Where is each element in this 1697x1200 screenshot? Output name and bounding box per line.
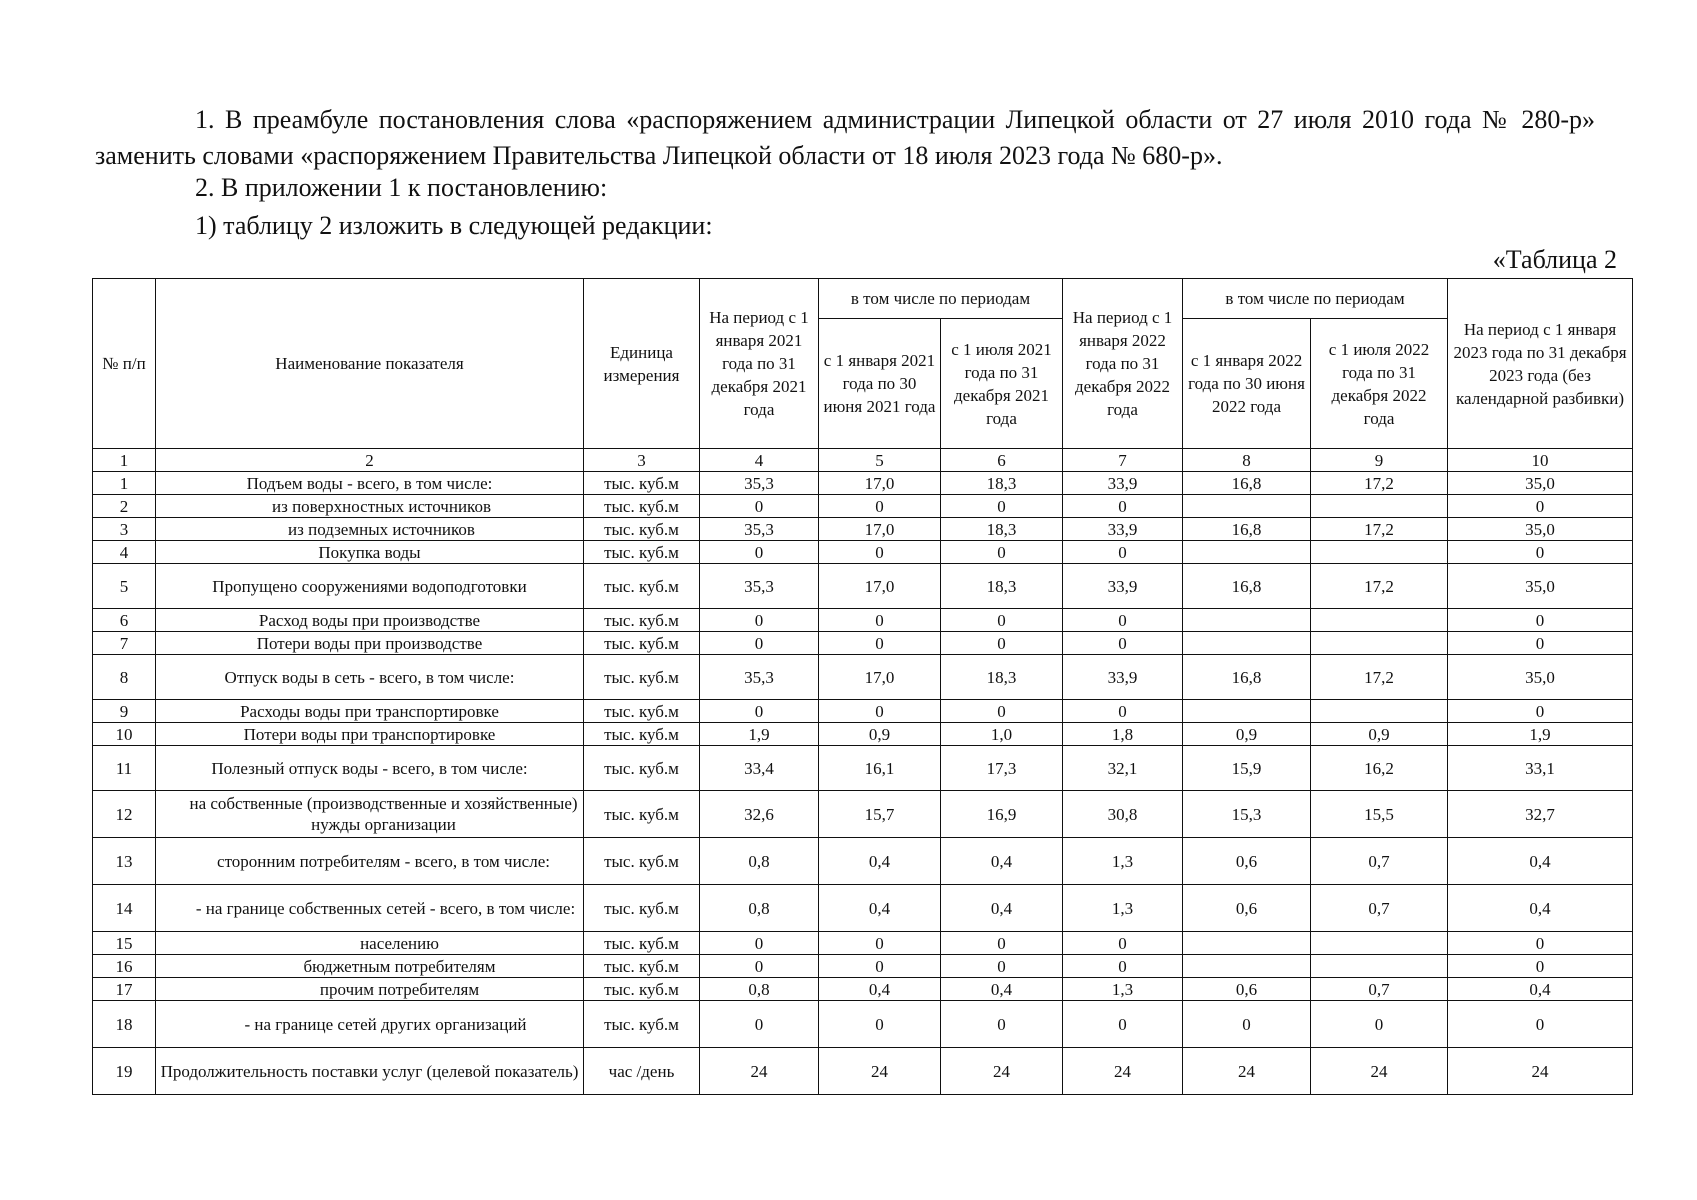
row-number: 3 bbox=[93, 518, 156, 541]
row-number: 18 bbox=[93, 1001, 156, 1048]
row-value: 18,3 bbox=[941, 472, 1063, 495]
row-value: 0 bbox=[1448, 955, 1633, 978]
row-unit: тыс. куб.м bbox=[584, 632, 700, 655]
paragraph-2: 2. В приложении 1 к постановлению: bbox=[195, 173, 608, 202]
column-number: 5 bbox=[819, 449, 941, 472]
row-name: сторонним потребителям - всего, в том числе: bbox=[156, 838, 584, 885]
header-unit: Единица измерения bbox=[584, 279, 700, 449]
row-value: 15,5 bbox=[1311, 791, 1448, 838]
column-number: 10 bbox=[1448, 449, 1633, 472]
row-name: Продолжительность поставки услуг (целевой показатель) bbox=[156, 1048, 584, 1095]
header-including-2021: в том числе по периодам bbox=[819, 279, 1063, 319]
row-value: 0 bbox=[941, 541, 1063, 564]
row-value: 0 bbox=[941, 932, 1063, 955]
row-name: Расходы воды при транспортировке bbox=[156, 700, 584, 723]
row-name: бюджетным потребителям bbox=[156, 955, 584, 978]
row-value: 17,0 bbox=[819, 518, 941, 541]
table-row bbox=[93, 1001, 1633, 1048]
column-number: 1 bbox=[93, 449, 156, 472]
table-row bbox=[93, 472, 1633, 495]
row-value: 15,7 bbox=[819, 791, 941, 838]
row-value: 0 bbox=[819, 700, 941, 723]
row-value: 32,1 bbox=[1063, 746, 1183, 791]
row-value bbox=[1183, 932, 1311, 955]
column-number: 3 bbox=[584, 449, 700, 472]
row-name: Расход воды при производстве bbox=[156, 609, 584, 632]
row-value: 0,7 bbox=[1311, 978, 1448, 1001]
row-value: 0 bbox=[1063, 932, 1183, 955]
row-value: 0 bbox=[700, 495, 819, 518]
row-name: - на границе собственных сетей - всего, в том числе: bbox=[156, 885, 584, 932]
row-value bbox=[1311, 632, 1448, 655]
row-value bbox=[1311, 932, 1448, 955]
row-value: 0 bbox=[819, 932, 941, 955]
row-value: 0 bbox=[941, 495, 1063, 518]
row-value: 0 bbox=[941, 609, 1063, 632]
header-h1-2021: с 1 января 2021 года по 30 июня 2021 года bbox=[819, 319, 941, 449]
row-number: 6 bbox=[93, 609, 156, 632]
row-unit: тыс. куб.м bbox=[584, 885, 700, 932]
row-value: 17,2 bbox=[1311, 655, 1448, 700]
table-row bbox=[93, 1048, 1633, 1095]
row-value bbox=[1183, 632, 1311, 655]
row-value: 33,9 bbox=[1063, 655, 1183, 700]
row-name: из поверхностных источников bbox=[156, 495, 584, 518]
row-value: 0 bbox=[700, 955, 819, 978]
row-number: 2 bbox=[93, 495, 156, 518]
table-row bbox=[93, 932, 1633, 955]
row-value: 1,9 bbox=[700, 723, 819, 746]
row-value: 17,2 bbox=[1311, 472, 1448, 495]
row-value bbox=[1311, 541, 1448, 564]
row-value: 0 bbox=[1063, 955, 1183, 978]
column-number: 7 bbox=[1063, 449, 1183, 472]
row-value: 35,0 bbox=[1448, 472, 1633, 495]
row-number: 19 bbox=[93, 1048, 156, 1095]
row-value: 0 bbox=[819, 495, 941, 518]
header-name: Наименование показателя bbox=[156, 279, 584, 449]
column-number: 8 bbox=[1183, 449, 1311, 472]
row-value: 0,4 bbox=[1448, 885, 1633, 932]
row-value: 0 bbox=[700, 609, 819, 632]
header-period-2023: На период с 1 января 2023 года по 31 декабря 2023 года (без календарной разбивки) bbox=[1448, 279, 1633, 449]
row-value: 0,4 bbox=[1448, 978, 1633, 1001]
row-value: 18,3 bbox=[941, 564, 1063, 609]
row-value: 15,9 bbox=[1183, 746, 1311, 791]
row-value: 33,4 bbox=[700, 746, 819, 791]
row-value: 16,8 bbox=[1183, 472, 1311, 495]
row-value: 17,0 bbox=[819, 472, 941, 495]
row-unit: тыс. куб.м bbox=[584, 518, 700, 541]
row-value: 0 bbox=[941, 1001, 1063, 1048]
row-value: 0,4 bbox=[941, 838, 1063, 885]
row-value: 24 bbox=[700, 1048, 819, 1095]
row-value: 0 bbox=[941, 632, 1063, 655]
row-value: 16,9 bbox=[941, 791, 1063, 838]
row-name: Подъем воды - всего, в том числе: bbox=[156, 472, 584, 495]
header-h2-2021: с 1 июля 2021 года по 31 декабря 2021 года bbox=[941, 319, 1063, 449]
row-value: 16,1 bbox=[819, 746, 941, 791]
row-unit: тыс. куб.м bbox=[584, 978, 700, 1001]
row-number: 14 bbox=[93, 885, 156, 932]
row-unit: тыс. куб.м bbox=[584, 472, 700, 495]
row-name: населению bbox=[156, 932, 584, 955]
table-caption: «Таблица 2 bbox=[1492, 245, 1617, 274]
row-value: 33,9 bbox=[1063, 564, 1183, 609]
paragraph-3: 1) таблицу 2 изложить в следующей редакции: bbox=[195, 211, 713, 240]
row-number: 5 bbox=[93, 564, 156, 609]
row-value: 1,9 bbox=[1448, 723, 1633, 746]
row-value: 0 bbox=[1063, 700, 1183, 723]
row-value: 17,3 bbox=[941, 746, 1063, 791]
row-value: 16,2 bbox=[1311, 746, 1448, 791]
row-number: 17 bbox=[93, 978, 156, 1001]
row-value: 15,3 bbox=[1183, 791, 1311, 838]
row-name: Полезный отпуск воды - всего, в том числе: bbox=[156, 746, 584, 791]
row-value bbox=[1183, 609, 1311, 632]
row-value: 0 bbox=[941, 955, 1063, 978]
row-value: 0,9 bbox=[819, 723, 941, 746]
row-unit: час /день bbox=[584, 1048, 700, 1095]
row-value: 0,8 bbox=[700, 838, 819, 885]
row-value bbox=[1311, 700, 1448, 723]
table-row bbox=[93, 723, 1633, 746]
row-value: 16,8 bbox=[1183, 655, 1311, 700]
row-unit: тыс. куб.м bbox=[584, 791, 700, 838]
row-number: 13 bbox=[93, 838, 156, 885]
row-value: 35,3 bbox=[700, 655, 819, 700]
row-value: 24 bbox=[1063, 1048, 1183, 1095]
row-value: 35,0 bbox=[1448, 655, 1633, 700]
row-value: 0 bbox=[819, 632, 941, 655]
indicators-table bbox=[92, 278, 1633, 1095]
row-value: 0 bbox=[819, 541, 941, 564]
row-value: 0,4 bbox=[941, 885, 1063, 932]
row-name: Пропущено сооружениями водоподготовки bbox=[156, 564, 584, 609]
row-value: 33,1 bbox=[1448, 746, 1633, 791]
row-value bbox=[1183, 541, 1311, 564]
row-value: 1,3 bbox=[1063, 978, 1183, 1001]
row-number: 7 bbox=[93, 632, 156, 655]
row-value: 17,2 bbox=[1311, 564, 1448, 609]
row-value: 0 bbox=[819, 609, 941, 632]
row-value: 33,9 bbox=[1063, 472, 1183, 495]
row-unit: тыс. куб.м bbox=[584, 955, 700, 978]
header-including-2022: в том числе по периодам bbox=[1183, 279, 1448, 319]
row-value: 1,0 bbox=[941, 723, 1063, 746]
row-value: 35,3 bbox=[700, 472, 819, 495]
row-value: 24 bbox=[819, 1048, 941, 1095]
row-value: 0,4 bbox=[819, 978, 941, 1001]
table-row bbox=[93, 838, 1633, 885]
table-row bbox=[93, 978, 1633, 1001]
row-value: 0,8 bbox=[700, 978, 819, 1001]
table-row bbox=[93, 955, 1633, 978]
row-value: 0 bbox=[1311, 1001, 1448, 1048]
row-value: 35,0 bbox=[1448, 518, 1633, 541]
row-value: 1,8 bbox=[1063, 723, 1183, 746]
row-name: - на границе сетей других организаций bbox=[156, 1001, 584, 1048]
row-value: 0 bbox=[819, 955, 941, 978]
row-value: 35,3 bbox=[700, 564, 819, 609]
row-value: 0 bbox=[819, 1001, 941, 1048]
row-value: 24 bbox=[1311, 1048, 1448, 1095]
table-row bbox=[93, 518, 1633, 541]
row-value bbox=[1311, 495, 1448, 518]
row-unit: тыс. куб.м bbox=[584, 541, 700, 564]
row-name: Отпуск воды в сеть - всего, в том числе: bbox=[156, 655, 584, 700]
header-h1-2022: с 1 января 2022 года по 30 июня 2022 года bbox=[1183, 319, 1311, 449]
table-row bbox=[93, 655, 1633, 700]
row-value: 0 bbox=[700, 541, 819, 564]
row-name: Потери воды при производстве bbox=[156, 632, 584, 655]
row-unit: тыс. куб.м bbox=[584, 655, 700, 700]
row-value: 24 bbox=[1448, 1048, 1633, 1095]
row-value: 0,7 bbox=[1311, 885, 1448, 932]
row-value: 1,3 bbox=[1063, 838, 1183, 885]
row-value bbox=[1183, 495, 1311, 518]
header-h2-2022: с 1 июля 2022 года по 31 декабря 2022 года bbox=[1311, 319, 1448, 449]
row-value: 0 bbox=[1448, 541, 1633, 564]
row-name: Покупка воды bbox=[156, 541, 584, 564]
table-row bbox=[93, 564, 1633, 609]
row-value: 0 bbox=[1063, 609, 1183, 632]
row-value: 0,9 bbox=[1183, 723, 1311, 746]
row-value: 0,9 bbox=[1311, 723, 1448, 746]
row-value: 0 bbox=[1063, 541, 1183, 564]
table-row bbox=[93, 885, 1633, 932]
row-value: 0 bbox=[700, 632, 819, 655]
row-value: 0 bbox=[941, 700, 1063, 723]
row-value: 33,9 bbox=[1063, 518, 1183, 541]
row-value bbox=[1183, 700, 1311, 723]
row-value: 35,0 bbox=[1448, 564, 1633, 609]
row-value: 17,0 bbox=[819, 564, 941, 609]
row-unit: тыс. куб.м bbox=[584, 932, 700, 955]
row-unit: тыс. куб.м bbox=[584, 723, 700, 746]
row-value: 0,4 bbox=[819, 838, 941, 885]
row-value: 16,8 bbox=[1183, 518, 1311, 541]
row-value: 0,4 bbox=[1448, 838, 1633, 885]
column-number: 2 bbox=[156, 449, 584, 472]
row-value: 0,6 bbox=[1183, 885, 1311, 932]
row-value: 0 bbox=[700, 700, 819, 723]
column-number: 4 bbox=[700, 449, 819, 472]
row-value bbox=[1311, 609, 1448, 632]
paragraph-1: 1. В преамбуле постановления слова «распоряжением администрации Липецкой области от 27 июля 2010 года № 280-р» заменить словами «распоряжением Правительства Липецкой области от 18 июля 2023 года № 680-р». bbox=[95, 105, 1595, 170]
row-value: 0 bbox=[1448, 609, 1633, 632]
row-value bbox=[1183, 955, 1311, 978]
row-value: 32,7 bbox=[1448, 791, 1633, 838]
row-number: 4 bbox=[93, 541, 156, 564]
header-period-2021: На период с 1 января 2021 года по 31 декабря 2021 года bbox=[700, 279, 819, 449]
row-name: из подземных источников bbox=[156, 518, 584, 541]
table-row bbox=[93, 791, 1633, 838]
row-name: на собственные (производственные и хозяйственные) нужды организации bbox=[156, 791, 584, 838]
row-value: 0 bbox=[1063, 1001, 1183, 1048]
table-row bbox=[93, 541, 1633, 564]
row-value: 0 bbox=[1448, 700, 1633, 723]
row-value: 0 bbox=[1448, 495, 1633, 518]
row-unit: тыс. куб.м bbox=[584, 609, 700, 632]
row-unit: тыс. куб.м bbox=[584, 495, 700, 518]
row-value: 0 bbox=[1448, 932, 1633, 955]
row-value: 24 bbox=[941, 1048, 1063, 1095]
row-value: 0,4 bbox=[941, 978, 1063, 1001]
row-value: 1,3 bbox=[1063, 885, 1183, 932]
row-value: 30,8 bbox=[1063, 791, 1183, 838]
row-number: 1 bbox=[93, 472, 156, 495]
row-value: 0 bbox=[1063, 632, 1183, 655]
row-value: 18,3 bbox=[941, 518, 1063, 541]
row-unit: тыс. куб.м bbox=[584, 746, 700, 791]
row-unit: тыс. куб.м bbox=[584, 1001, 700, 1048]
table-row bbox=[93, 495, 1633, 518]
table-row bbox=[93, 746, 1633, 791]
row-value: 0 bbox=[700, 1001, 819, 1048]
row-value: 0,8 bbox=[700, 885, 819, 932]
header-period-2022: На период с 1 января 2022 года по 31 декабря 2022 года bbox=[1063, 279, 1183, 449]
row-name: прочим потребителям bbox=[156, 978, 584, 1001]
row-value: 16,8 bbox=[1183, 564, 1311, 609]
row-value: 0,6 bbox=[1183, 978, 1311, 1001]
row-number: 10 bbox=[93, 723, 156, 746]
row-value: 0 bbox=[1063, 495, 1183, 518]
row-unit: тыс. куб.м bbox=[584, 700, 700, 723]
row-value: 0,6 bbox=[1183, 838, 1311, 885]
row-number: 8 bbox=[93, 655, 156, 700]
row-value: 0,7 bbox=[1311, 838, 1448, 885]
row-number: 16 bbox=[93, 955, 156, 978]
table-row bbox=[93, 609, 1633, 632]
row-unit: тыс. куб.м bbox=[584, 838, 700, 885]
row-number: 12 bbox=[93, 791, 156, 838]
row-value: 0,4 bbox=[819, 885, 941, 932]
row-unit: тыс. куб.м bbox=[584, 564, 700, 609]
row-number: 15 bbox=[93, 932, 156, 955]
row-number: 11 bbox=[93, 746, 156, 791]
row-value: 0 bbox=[1448, 632, 1633, 655]
column-number: 9 bbox=[1311, 449, 1448, 472]
row-value: 24 bbox=[1183, 1048, 1311, 1095]
header-num: № п/п bbox=[93, 279, 156, 449]
column-numbers-row bbox=[93, 449, 1633, 472]
row-value: 35,3 bbox=[700, 518, 819, 541]
row-value: 17,0 bbox=[819, 655, 941, 700]
row-value: 0 bbox=[1183, 1001, 1311, 1048]
row-value: 32,6 bbox=[700, 791, 819, 838]
row-number: 9 bbox=[93, 700, 156, 723]
row-value bbox=[1311, 955, 1448, 978]
table-row bbox=[93, 700, 1633, 723]
row-value: 0 bbox=[700, 932, 819, 955]
column-number: 6 bbox=[941, 449, 1063, 472]
row-value: 17,2 bbox=[1311, 518, 1448, 541]
table-row bbox=[93, 632, 1633, 655]
row-name: Потери воды при транспортировке bbox=[156, 723, 584, 746]
row-value: 0 bbox=[1448, 1001, 1633, 1048]
row-value: 18,3 bbox=[941, 655, 1063, 700]
